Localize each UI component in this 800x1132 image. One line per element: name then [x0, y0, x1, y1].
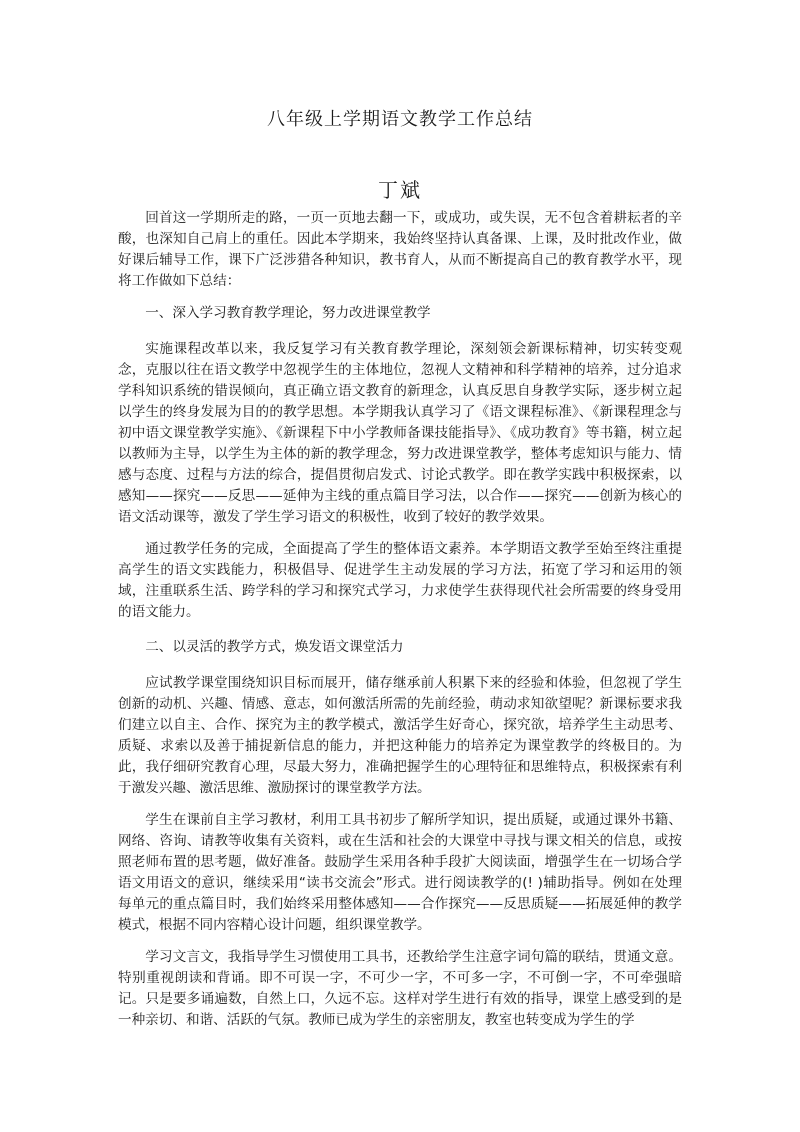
body-paragraph: 通过教学任务的完成，全面提高了学生的整体语文素养。本学期语文教学至始至终注重提高学生的语文实践能力，积极倡导、促进学生主动发展的学习方法，拓宽了学习和运用的领域，注重联系生活、跨学科的学习和探究式学习，力求使学生获得现代社会所需要的终身受用的语文能力。	[118, 541, 682, 620]
intro-paragraph: 回首这一学期所走的路，一页一页地去翻一下，或成功，或失误，无不包含着耕耘者的辛酸，也深知自己肩上的重任。因此本学期来，我始终坚持认真备课、上课，及时批改作业，做好课后辅导工作，课下广泛涉猎各种知识，教书育人，从而不断提高自己的教育教学水平，现将工作做如下总结：	[118, 210, 682, 289]
document-title: 八年级上学期语文教学工作总结	[267, 109, 533, 130]
body-paragraph: 学习文言文，我指导学生习惯使用工具书，还教给学生注意字词句篇的联结，贯通文意。特别重视朗读和背诵。即不可误一字，不可少一字，不可多一字，不可倒一字，不可牵强暗记。只是要多诵遍数，自然上口，久远不忘。这样对学生进行有效的指导，课堂上感受到的是一种亲切、和谐、活跃的气氛。教师已成为学生的亲密朋友，教室也转变成为学生的学	[118, 949, 682, 1028]
document-author: 丁斌	[378, 178, 422, 202]
body-paragraph: 实施课程改革以来，我反复学习有关教育教学理论，深刻领会新课标精神，切实转变观念，克服以往在语文教学中忽视学生的主体地位，忽视人文精神和科学精神的培养，过分追求学科知识系统的错误倾向，真正确立语文教育的新理念，认真反思自身教学实际，逐步树立起以学生的终身发展为目的的教学思想。本学期我认真学习了《语文课程标准》、《新课程理念与初中语文课堂教学实施》、《新课程下中小学教师备课技能指导》、《成功教育》等书籍，树立起以教师为主导，以学生为主体的新的教学理念，努力改进课堂教学，整体考虑知识与能力、情感与态度、过程与方法的综合，提倡贯彻启发式、讨论式教学。即在教学实践中积极探索，以感知——探究——反思——延伸为主线的重点篇目学习法，以合作——探究——创新为核心的语文活动课等，激发了学生学习语文的积极性，收到了较好的教学效果。	[118, 341, 682, 525]
section-heading-2: 二、以灵活的教学方式，焕发语文课堂活力	[145, 639, 404, 655]
document-body	[118, 208, 682, 1042]
body-paragraph: 学生在课前自主学习教材，利用工具书初步了解所学知识，提出质疑，或通过课外书籍、网络、咨询、请教等收集有关资料，或在生活和社会的大课堂中寻找与课文相关的信息，或按照老师布置的思考题，做好准备。鼓励学生采用各种手段扩大阅读面，增强学生在一切场合学语文用语文的意识，继续采用“读书交流会”形式。进行阅读教学的(! )辅助指导。例如在处理每单元的重点篇目时，我们始终采用整体感知——合作探究——反思质疑——拓展延伸的教学模式，根据不同内容精心设计问题，组织课堂教学。	[118, 812, 682, 933]
section-heading-1: 一、深入学习教育教学理论，努力改进课堂教学	[145, 305, 431, 321]
body-paragraph: 应试教学课堂围绕知识目标而展开，储存继承前人积累下来的经验和体验，但忽视了学生创新的动机、兴趣、情感、意志，如何激活所需的先前经验，萌动求知欲望呢？新课标要求我们建立以自主、合作、探究为主的教学模式，激活学生好奇心，探究欲，培养学生主动思考、质疑、求索以及善于捕捉新信息的能力，并把这种能力的培养定为课堂教学的终极目的。为此，我仔细研究教育心理，尽最大努力，准确把握学生的心理特征和思维特点，积极探索有利于激发兴趣、激活思维、激励探讨的课堂教学方法。	[118, 675, 682, 796]
